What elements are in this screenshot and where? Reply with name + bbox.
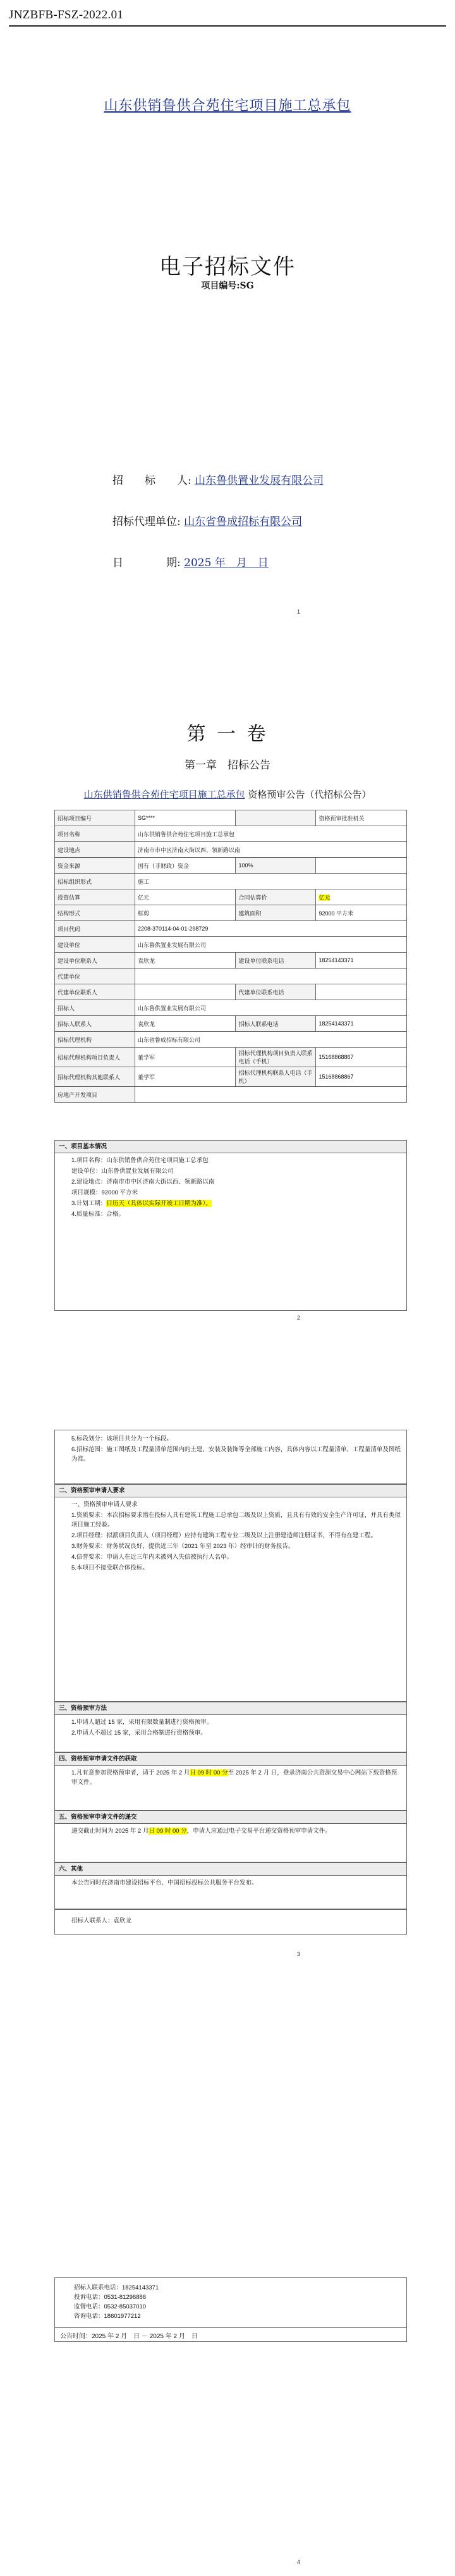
table-label-cell: 投资估算: [55, 889, 135, 905]
table-value-cell: 15168868867: [316, 1048, 407, 1067]
section-line: 本公告同时在济南市建设招标平台、中国招标投标公共服务平台发布。: [71, 1879, 258, 1886]
table-label-cell: 招标组织形式: [55, 874, 135, 889]
table-value-cell: 18254143371: [316, 953, 407, 969]
contact-line: 监督电话：0532-85037010: [74, 2303, 147, 2310]
table-row: [55, 874, 407, 889]
table-label-cell: 结构形式: [55, 905, 135, 921]
project-number: 项目编号:SG: [201, 281, 254, 291]
agent-value: 山东省鲁成招标有限公司: [184, 516, 303, 528]
table-label-cell: 建设单位: [55, 937, 135, 953]
table-row: [55, 1067, 407, 1087]
section-contact-person: [54, 1909, 407, 1935]
section-line: 5.本项目不接受联合体投标。: [71, 1564, 149, 1571]
table-row: [55, 842, 407, 858]
table-row: [55, 810, 407, 826]
table-value-cell: [135, 969, 407, 984]
section-line: 递交截止时间为 2025 年 2 月日 09 时 00 分，申请人应通过电子交易平台递交资格预审申请文件。: [71, 1828, 331, 1835]
table-label-cell: 100%: [236, 858, 316, 874]
table-value-cell: [135, 984, 236, 1000]
highlighted-time: 日 09 时 00 分: [149, 1828, 187, 1835]
table-value-cell: 2208-370114-04-01-298729: [135, 921, 407, 937]
table-label-cell: 建设单位联系人: [55, 953, 135, 969]
table-label-cell: 代建单位: [55, 969, 135, 984]
table-row: [55, 858, 407, 874]
section-line: 4.质量标准：合格。: [71, 1211, 124, 1218]
section-line: 1.申请人超过 15 家，采用有限数量制进行资格预审。: [71, 1719, 213, 1726]
section-line: 6.招标范围：施工图纸及工程量清单范围内的土建、安装及装饰等全部施工内容，具体内容以工程量清单、工程量清单及图纸为准。: [71, 1446, 401, 1463]
table-value-cell: 袁欣龙: [135, 1016, 236, 1032]
section-project-info: [54, 1140, 407, 1311]
table-row: [55, 1087, 407, 1103]
table-label-cell: 招标人联系电话: [236, 1016, 316, 1032]
table-value-cell: 国有（非财政）资金: [135, 858, 236, 874]
table-label-cell: 代建单位联系电话: [236, 984, 316, 1000]
table-value-cell: 袁欣龙: [135, 953, 236, 969]
section-header: 六、其他: [55, 1863, 406, 1876]
table-row: [55, 1048, 407, 1067]
table-value-cell: [135, 1087, 407, 1103]
table-value-cell: 15168868867: [316, 1067, 407, 1087]
table-value-cell: 框剪: [135, 905, 236, 921]
agent-line: [112, 512, 302, 528]
section-line: 4.信誉要求：申请人在近三年内未被列入失信被执行人名单。: [71, 1554, 233, 1561]
date-label: 日 期:: [112, 557, 181, 569]
highlighted-time: 日 09 时 00 分: [190, 1769, 228, 1776]
table-row: [55, 1000, 407, 1016]
table-label-cell: 项目代码: [55, 921, 135, 937]
contact-box: [54, 2277, 407, 2328]
table-value-cell: 亿元: [316, 889, 407, 905]
table-value-cell: [316, 858, 407, 874]
table-label-cell: 房地产开发项目: [55, 1087, 135, 1103]
page-number-4: 4: [297, 2559, 301, 2565]
section-obtain-docs: [54, 1752, 407, 1811]
table-label-cell: 资金来源: [55, 858, 135, 874]
table-row: [55, 905, 407, 921]
page-number-3: 3: [297, 1951, 301, 1957]
table-row: [55, 969, 407, 984]
section-submit-docs: [54, 1811, 407, 1862]
table-label-cell: 招标人联系人: [55, 1016, 135, 1032]
table-label-cell: 招标项目编号: [55, 810, 135, 826]
table-row: [55, 984, 407, 1000]
page-number-1: 1: [297, 609, 301, 615]
contact-line: 投诉电话：0531-81296886: [74, 2294, 147, 2301]
table-value-cell: 92000 平方米: [316, 905, 407, 921]
bidder-label: 招 标 人:: [112, 474, 191, 487]
table-row: [55, 1016, 407, 1032]
section-line: 2.申请人不超过 15 家，采用合格制进行资格预审。: [71, 1730, 207, 1737]
table-label-cell: 建筑面积: [236, 905, 316, 921]
agent-label: 招标代理单位:: [112, 516, 181, 528]
section-line: 1.凡有意参加资格预审者，请于 2025 年 2 月日 09 时 00 分至 2025 年 2 月 日，登录济南公共资源交易中心网站下载资格预审文件。: [71, 1769, 397, 1786]
notice-title-suffix: 资格预审公告（代招标公告）: [245, 789, 372, 800]
section-header: 一、项目基本情况: [55, 1141, 406, 1153]
table-value-cell: 董学军: [135, 1048, 236, 1067]
section-line: 3.财务要求：财务状况良好，提供近三年（2021 年至 2023 年）经审计的财务报告。: [71, 1543, 294, 1550]
table-value-cell: 亿元: [135, 889, 236, 905]
table-row: [55, 953, 407, 969]
section-scope: [54, 1430, 407, 1484]
table-value-cell: SG****: [135, 810, 236, 826]
chapter-title: 第一章 招标公告: [185, 759, 270, 772]
table-row: [55, 1032, 407, 1048]
table-value-cell: [316, 984, 407, 1000]
table-label-cell: 招标代理机构: [55, 1032, 135, 1048]
section-header: 五、资格预审申请文件的递交: [55, 1811, 406, 1824]
section-line: 3.计划工期：日历天（具体以实际开竣工日期为准）。: [71, 1200, 212, 1207]
table-label-cell: 项目名称: [55, 826, 135, 842]
table-value-cell: 山东鲁供置业发展有限公司: [135, 937, 407, 953]
bidder-line: [112, 471, 324, 487]
section-line: 2.建设地点：济南市市中区济南大街以西、领新路以南: [71, 1179, 215, 1186]
table-value-cell: 资格预审批准机关: [316, 810, 407, 826]
section-header: 四、资格预审申请文件的获取: [55, 1753, 406, 1766]
project-info-table: [54, 810, 407, 1103]
table-value-cell: 山东鲁供置业发展有限公司: [135, 1000, 407, 1016]
table-label-cell: [236, 810, 316, 826]
highlighted-duration: 日历天（具体以实际开竣工日期为准）。: [106, 1200, 212, 1207]
project-title: 山东供销鲁供合苑住宅项目施工总承包: [104, 98, 351, 114]
date-value: 2025 年 月 日: [184, 557, 269, 569]
table-label-cell: 代建单位联系人: [55, 984, 135, 1000]
table-value-cell: 济南市市中区济南大街以西、领新路以南: [135, 842, 407, 858]
table-row: [55, 889, 407, 905]
page-number-2: 2: [297, 1315, 301, 1321]
section-header: 二、资格预审申请人要求: [55, 1485, 406, 1497]
table-label-cell: 建设单位联系电话: [236, 953, 316, 969]
table-value-cell: 董学军: [135, 1067, 236, 1087]
table-row: [55, 826, 407, 842]
table-value-cell: 18254143371: [316, 1016, 407, 1032]
contact-line: 招标人联系电话：18254143371: [74, 2284, 159, 2291]
section-qualification: [54, 1484, 407, 1702]
table-label-cell: 招标人: [55, 1000, 135, 1016]
bidder-value: 山东鲁供置业发展有限公司: [195, 474, 324, 487]
contact-line: 咨询电话：18601977212: [74, 2313, 141, 2320]
section-line: 2.项目经理：拟派项目负责人（项目经理）应持有建筑工程专业二级及以上注册建造师注册证书，不得有在建工程。: [71, 1532, 377, 1539]
table-value-cell: 山东供销鲁供合苑住宅项目施工总承包: [135, 826, 407, 842]
table-value-cell: 施工: [135, 874, 407, 889]
table-label-cell: 招标代理机构联系人电话（手机）: [236, 1067, 316, 1087]
table-label-cell: 招标代理机构其他联系人: [55, 1067, 135, 1087]
document-title: 电子招标文件: [159, 254, 296, 280]
table-row: [55, 937, 407, 953]
section-line: 1.资质要求：本次招标要求潜在投标人具有建筑工程施工总承包二级及以上资质，且具有有效的安全生产许可证，并具有类似项目施工经验。: [71, 1512, 401, 1528]
section-line: 建设单位：山东鲁供置业发展有限公司: [71, 1168, 174, 1175]
notice-project-name: 山东供销鲁供合苑住宅项目施工总承包: [83, 789, 245, 800]
table-label-cell: 合同估算价: [236, 889, 316, 905]
section-prequal-method: [54, 1702, 407, 1752]
volume-title: 第 一 卷: [186, 723, 269, 745]
section-line: 项目规模：92000 平方米: [71, 1189, 138, 1196]
table-label-cell: 建设地点: [55, 842, 135, 858]
section-other: [54, 1862, 407, 1909]
notice-title: [0, 788, 455, 801]
header-rule: [9, 25, 446, 27]
section-line: 5.标段划分：该项目共分为一个标段。: [71, 1435, 173, 1442]
announcement-date: 公告时间：2025 年 2 月 日 － 2025 年 2 月 日: [54, 2328, 407, 2342]
table-label-cell: 招标代理机构项目负责人联系电话（手机）: [236, 1048, 316, 1067]
section-line: 招标人联系人：袁欣龙: [71, 1917, 132, 1924]
table-value-cell: 山东省鲁成招标有限公司: [135, 1032, 407, 1048]
date-line: [112, 554, 269, 569]
section-header: 三、资格预审方法: [55, 1702, 406, 1715]
section-line: 1.项目名称：山东供销鲁供合苑住宅项目施工总承包: [71, 1157, 209, 1164]
section-line: 一、资格预审申请人要求: [71, 1501, 138, 1508]
table-row: [55, 921, 407, 937]
document-code: JNZBFB-FSZ-2022.01: [9, 8, 124, 22]
table-label-cell: 招标代理机构项目负责人: [55, 1048, 135, 1067]
